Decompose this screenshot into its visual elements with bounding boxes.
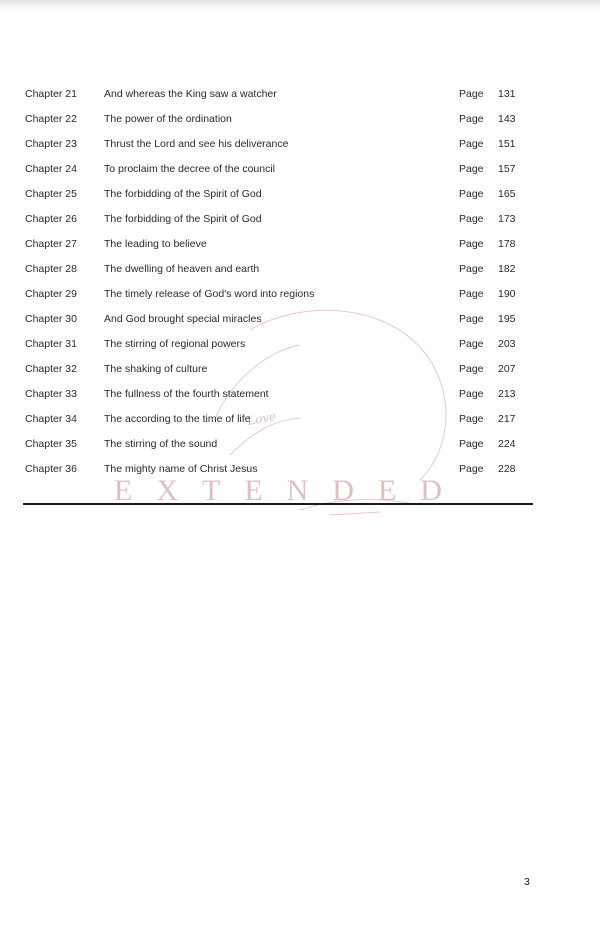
toc-row bbox=[25, 211, 535, 236]
toc-chapter-label: Chapter 34 bbox=[25, 413, 77, 425]
toc-page-number: 151 bbox=[498, 138, 516, 150]
toc-chapter-title: The according to the time of life bbox=[104, 413, 251, 425]
toc-page-label: Page bbox=[459, 138, 484, 150]
toc-row bbox=[25, 261, 535, 286]
toc-page-label: Page bbox=[459, 113, 484, 125]
toc-page-number: 131 bbox=[498, 88, 516, 100]
toc-page-label: Page bbox=[459, 238, 484, 250]
toc-row bbox=[25, 336, 535, 361]
toc-chapter-title: The timely release of God's word into regions bbox=[104, 288, 315, 300]
toc-page-label: Page bbox=[459, 213, 484, 225]
toc-page-label: Page bbox=[459, 188, 484, 200]
toc-page-label: Page bbox=[459, 88, 484, 100]
toc-page-number: 195 bbox=[498, 313, 516, 325]
toc-chapter-title: The stirring of regional powers bbox=[104, 338, 246, 350]
toc-page-label: Page bbox=[459, 263, 484, 275]
toc-chapter-title: The shaking of culture bbox=[104, 363, 208, 375]
toc-page-number: 213 bbox=[498, 388, 516, 400]
toc-chapter-label: Chapter 35 bbox=[25, 438, 77, 450]
toc-chapter-title: The stirring of the sound bbox=[104, 438, 218, 450]
page-top-shadow bbox=[0, 0, 600, 10]
toc-chapter-title: To proclaim the decree of the council bbox=[104, 163, 276, 175]
toc-page-label: Page bbox=[459, 363, 484, 375]
toc-page-number: 173 bbox=[498, 213, 516, 225]
toc-chapter-label: Chapter 33 bbox=[25, 388, 77, 400]
toc-row bbox=[25, 161, 535, 186]
watermark-script-text: Love bbox=[246, 409, 278, 428]
toc-chapter-label: Chapter 32 bbox=[25, 363, 77, 375]
toc-chapter-label: Chapter 29 bbox=[25, 288, 77, 300]
toc-chapter-label: Chapter 23 bbox=[25, 138, 77, 150]
toc-page-number: 143 bbox=[498, 113, 516, 125]
toc-page-label: Page bbox=[459, 463, 484, 475]
toc-page-label: Page bbox=[459, 413, 484, 425]
toc-page-number: 224 bbox=[498, 438, 516, 450]
toc-chapter-title: The mighty name of Christ Jesus bbox=[104, 463, 258, 475]
toc-page-label: Page bbox=[459, 438, 484, 450]
toc-row bbox=[25, 311, 535, 336]
toc-row bbox=[25, 411, 535, 436]
toc-row bbox=[25, 386, 535, 411]
toc-chapter-label: Chapter 27 bbox=[25, 238, 77, 250]
toc-page-label: Page bbox=[459, 163, 484, 175]
toc-bottom-rule bbox=[23, 503, 533, 505]
toc-row bbox=[25, 111, 535, 136]
toc-row bbox=[25, 86, 535, 111]
toc-chapter-label: Chapter 36 bbox=[25, 463, 77, 475]
toc-chapter-title: The forbidding of the Spirit of God bbox=[104, 213, 262, 225]
toc-row bbox=[25, 436, 535, 461]
toc-page-number: 182 bbox=[498, 263, 516, 275]
toc-row bbox=[25, 186, 535, 211]
toc-page-number: 190 bbox=[498, 288, 516, 300]
toc-page-number: 228 bbox=[498, 463, 516, 475]
toc-chapter-title: The leading to believe bbox=[104, 238, 207, 250]
toc-page-number: 157 bbox=[498, 163, 516, 175]
toc-page-number: 217 bbox=[498, 413, 516, 425]
toc-chapter-label: Chapter 30 bbox=[25, 313, 77, 325]
toc-chapter-label: Chapter 26 bbox=[25, 213, 77, 225]
toc-chapter-title: And whereas the King saw a watcher bbox=[104, 88, 277, 100]
toc-page-label: Page bbox=[459, 288, 484, 300]
toc-chapter-title: Thrust the Lord and see his deliverance bbox=[104, 138, 289, 150]
toc-row bbox=[25, 461, 535, 486]
toc-row bbox=[25, 286, 535, 311]
toc-page-label: Page bbox=[459, 313, 484, 325]
toc-page-number: 165 bbox=[498, 188, 516, 200]
toc-chapter-label: Chapter 24 bbox=[25, 163, 77, 175]
toc-page-number: 207 bbox=[498, 363, 516, 375]
toc-row bbox=[25, 236, 535, 261]
toc-page-number: 203 bbox=[498, 338, 516, 350]
toc-chapter-label: Chapter 21 bbox=[25, 88, 77, 100]
toc-page-label: Page bbox=[459, 338, 484, 350]
toc-page-label: Page bbox=[459, 388, 484, 400]
watermark-extended-text: EXTENDED bbox=[114, 474, 466, 507]
toc-chapter-label: Chapter 22 bbox=[25, 113, 77, 125]
table-of-contents bbox=[25, 86, 535, 486]
toc-chapter-title: The dwelling of heaven and earth bbox=[104, 263, 260, 275]
toc-page-number: 178 bbox=[498, 238, 516, 250]
toc-chapter-label: Chapter 31 bbox=[25, 338, 77, 350]
toc-chapter-title: The power of the ordination bbox=[104, 113, 232, 125]
toc-chapter-title: And God brought special miracles bbox=[104, 313, 262, 325]
toc-row bbox=[25, 136, 535, 161]
footer-page-number: 3 bbox=[524, 876, 530, 888]
toc-row bbox=[25, 361, 535, 386]
toc-chapter-title: The forbidding of the Spirit of God bbox=[104, 188, 262, 200]
toc-chapter-label: Chapter 28 bbox=[25, 263, 77, 275]
toc-chapter-label: Chapter 25 bbox=[25, 188, 77, 200]
toc-chapter-title: The fullness of the fourth statement bbox=[104, 388, 269, 400]
